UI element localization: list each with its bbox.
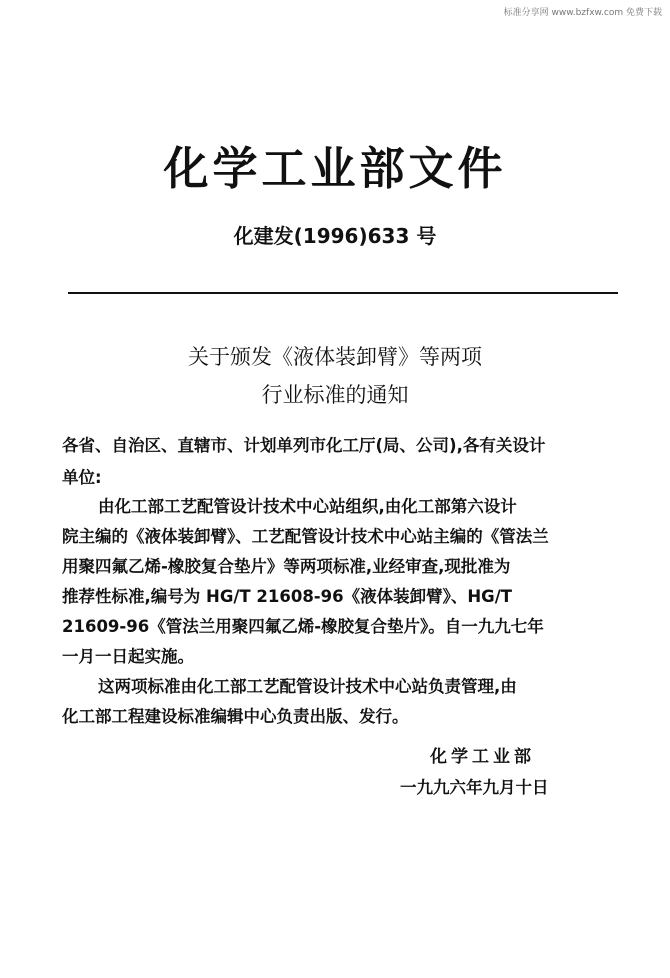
paragraph-line: 由化工部工艺配管设计技术中心站组织,由化工部第六设计 [98,497,517,516]
document-number: 化建发(1996)633 号 [233,224,437,248]
paragraph-line: 这两项标准由化工部工艺配管设计技术中心站负责管理,由 [98,677,517,696]
signature-organization: 化学工业部 [430,747,535,767]
paragraph-1 [62,492,622,672]
signature-date: 一九九六年九月十日 [400,778,549,797]
subject-line-2: 行业标准的通知 [261,383,409,407]
header-divider [68,292,618,294]
subject-line-1: 关于颁发《液体装卸臂》等两项 [188,345,482,369]
notice-subject [0,338,670,414]
paragraph-line: 化工部工程建设标准编辑中心负责出版、发行。 [62,707,409,726]
paragraph-2 [62,672,622,732]
paragraph-line: 推荐性标准,编号为 HG/T 21608-96《液体装卸臂》、HG/T [62,587,512,606]
paragraph-line: 用聚四氟乙烯-橡胶复合垫片》等两项标准,业经审查,现批准为 [62,557,511,576]
paragraph-line: 一月一日起实施。 [62,647,194,666]
paragraph-line: 21609-96《管法兰用聚四氟乙烯-橡胶复合垫片》。自一九九七年 [62,617,544,636]
document-title: 化学工业部文件 [163,142,507,195]
watermark-text: 标准分享网 www.bzfxw.com 免费下载 [503,8,662,18]
addressee [62,430,622,494]
addressee-line-2: 单位: [62,468,102,487]
addressee-line-1: 各省、自治区、直辖市、计划单列市化工厅(局、公司),各有关设计 [62,436,546,455]
paragraph-line: 院主编的《液体装卸臂》、工艺配管设计技术中心站主编的《管法兰 [62,527,549,546]
notice-body [62,492,622,732]
